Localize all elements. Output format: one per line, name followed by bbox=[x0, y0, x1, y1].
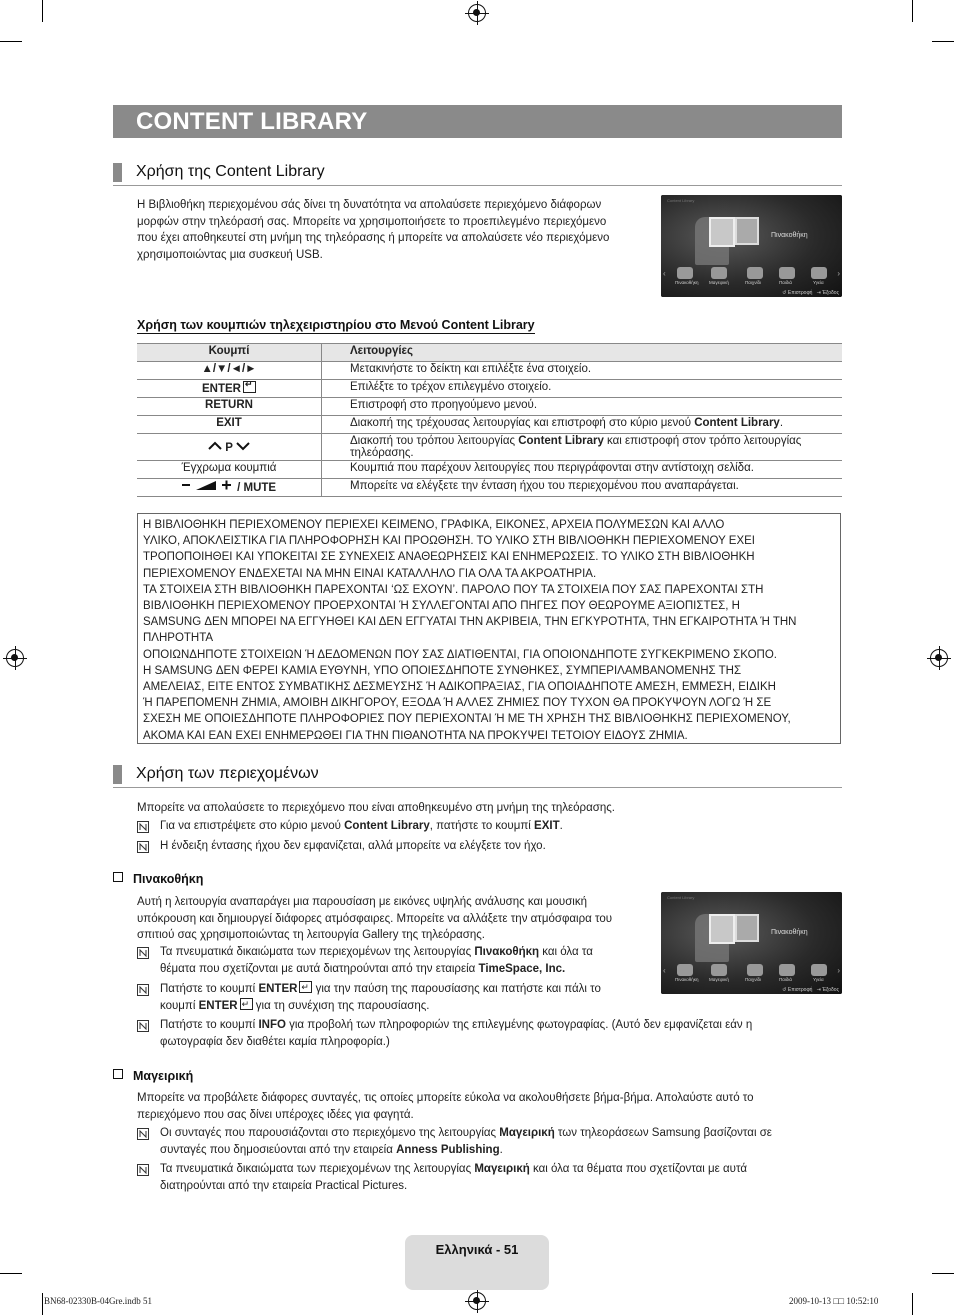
crop-mark bbox=[932, 41, 954, 42]
text-line: μορφών στην τηλεόρασή σας. Μπορείτε να χρησιμοποιήσετε το προεπιλεγμένο περιεχόμενο bbox=[137, 215, 607, 228]
subsection-heading: Μαγειρική bbox=[113, 1069, 193, 1083]
note-icon bbox=[137, 841, 149, 853]
cell-button: ENTER↵ bbox=[137, 380, 322, 398]
note-icon bbox=[137, 947, 149, 959]
note: Τα πνευματικά δικαιώματα των περιεχομένων της λειτουργίας Μαγειρική και όλα τα θέματα που σχετίζονται με αυτά διατηρούνται από την εταιρεία Practical Pictures. bbox=[137, 1161, 837, 1197]
text-line: ΤΡΟΠΟΠΟΙΗΘΕΙ ΚΑΙ ΥΠΟΚΕΙΤΑΙ ΣΕ ΣΥΝΕΧΕΙΣ ΑΝΑΘΕΩΡΗΣΕΙΣ ΚΑΙ ΕΝΗΜΕΡΩΣΕΙΣ. ΤΟ ΥΛΙΚΟ ΣΤΗ ΒΙΒΛΙΟΘΗΚΗ bbox=[143, 551, 755, 564]
print-timestamp: 2009-10-13 □□ 10:52:10 bbox=[789, 1296, 879, 1306]
section-heading bbox=[113, 163, 842, 186]
crop-mark bbox=[0, 41, 22, 42]
picture-frame bbox=[709, 217, 735, 247]
table-row bbox=[137, 479, 842, 497]
note-icon bbox=[137, 821, 149, 833]
volume-icon bbox=[182, 480, 234, 491]
screen-label: Πινακοθήκη bbox=[771, 232, 808, 239]
icon-label: Μαγειρική bbox=[709, 280, 729, 285]
crop-mark bbox=[932, 1273, 954, 1274]
note: Πατήστε το κουμπί INFO για προβολή των πληροφοριών της επιλεγμένης φωτογραφίας. (Αυτό δεν εμφανίζεται εάν η φωτογραφία δεν διαθέτει καμία πληροφορία.) bbox=[137, 1017, 837, 1053]
cooking-description bbox=[137, 1090, 837, 1123]
game-icon bbox=[747, 964, 763, 976]
cell-function: Κουμπιά που παρέχουν λειτουργίες που περιγράφονται στην αντίστοιχη σελίδα. bbox=[322, 461, 843, 479]
section-intro: Μπορείτε να απολαύσετε το περιεχόμενο που είναι αποθηκευμένο στη μνήμη της τηλεόρασης. bbox=[137, 802, 615, 814]
enter-icon bbox=[240, 998, 253, 1010]
cell-button: EXIT bbox=[137, 416, 322, 434]
cooking-icon bbox=[711, 964, 727, 976]
kids-icon bbox=[779, 267, 795, 279]
icon-label: Πινακοθήκη bbox=[675, 280, 699, 285]
page-number-box bbox=[405, 1235, 549, 1290]
screen-footer: ↺ Επιστροφή ⇥ Έξοδος bbox=[782, 987, 839, 993]
gallery-screenshot bbox=[661, 892, 842, 994]
note-icon bbox=[137, 984, 149, 996]
section-title: Χρήση των περιεχομένων bbox=[136, 765, 319, 782]
text-line: Η SAMSUNG ΔΕΝ ΦΕΡΕΙ ΚΑΜΙΑ ΕΥΘΥΝΗ, ΥΠΟ ΟΠΟΙΕΣΔΗΠΟΤΕ ΣΥΝΘΗΚΕΣ, ΣΥΜΠΕΡΙΛΑΜΒΑΝΟΜΕΝΗΣ ΤΗΣ bbox=[143, 664, 742, 677]
icon-label: Παιδιά bbox=[779, 280, 792, 285]
screen-breadcrumb: Content Library bbox=[667, 198, 695, 203]
icon-label: Παιδιά bbox=[779, 977, 792, 982]
disclaimer-box bbox=[137, 513, 841, 744]
table-row bbox=[137, 416, 842, 434]
title-bar bbox=[113, 105, 842, 138]
note: Πατήστε το κουμπί ENTER↵ για την παύση της παρουσίασης και πατήστε και πάλι το κουμπί ENTER↵ για τη συνέχιση της παρουσίασης. bbox=[137, 981, 647, 1017]
cell-function: Μπορείτε να ελέγξετε την ένταση ήχου του περιεχομένου που αναπαράγεται. bbox=[322, 479, 843, 497]
section-title: Χρήση της Content Library bbox=[136, 163, 325, 180]
crop-mark bbox=[912, 0, 913, 22]
text-line: ΠΛΗΡΟΤΗΤΑ bbox=[143, 632, 214, 645]
text-line: Μπορείτε να προβάλετε διάφορες συνταγές, τις οποίες μπορείτε εύκολα να ακολουθήσετε βήμα-βήμα. Απολαύστε αυτό το bbox=[137, 1092, 754, 1104]
text-line: σπιτιού σας χρησιμοποιώντας τη λειτουργία Gallery της τηλεόρασης. bbox=[137, 929, 485, 941]
crop-mark bbox=[42, 1293, 43, 1315]
registration-mark-icon bbox=[468, 4, 486, 22]
text-line: Η Βιβλιοθήκη περιεχομένου σάς δίνει τη δυνατότητα να απολαύσετε περιεχόμενο διάφορων bbox=[137, 199, 602, 211]
health-icon bbox=[811, 267, 827, 279]
text-line: ΑΜΕΛΕΙΑΣ, ΕΙΤΕ ΕΝΤΟΣ ΣΥΜΒΑΤΙΚΗΣ ΔΕΣΜΕΥΣΗΣ Ή ΑΔΙΚΟΠΡΑΞΙΑΣ, ΓΙΑ ΟΠΟΙΑΔΗΠΟΤΕ ΑΜΕΣΗ, ΕΜΜΕΣΗ, ΕΙΔΙΚΗ bbox=[143, 681, 776, 694]
gallery-description bbox=[137, 894, 647, 944]
icon-label: Παιχνίδι bbox=[745, 280, 761, 285]
text-line: ΑΚΟΜΑ ΚΑΙ ΕΑΝ ΕΧΕΙ ΕΝΗΜΕΡΩΘΕΙ ΓΙΑ ΤΗΝ ΠΙΘΑΝΟΤΗΤΑ ΝΑ ΠΡΟΚΥΨΕΙ ΤΕΤΟΙΟΥ ΕΙΔΟΥΣ ΖΗΜΙΑ. bbox=[143, 729, 688, 742]
cell-function: Επιστροφή στο προηγούμενο μενού. bbox=[322, 398, 843, 416]
note-icon bbox=[137, 1164, 149, 1176]
arrow-right-icon: › bbox=[837, 269, 840, 278]
text-line: που έχει αποθηκευτεί στη μνήμη της τηλεόρασης ή μπορείτε να απολαύσετε νέο περιεχόμενο bbox=[137, 232, 610, 244]
picture-frame bbox=[709, 914, 735, 944]
section-marker bbox=[113, 163, 122, 182]
crop-mark bbox=[0, 1273, 22, 1274]
icon-label: Παιχνίδι bbox=[745, 977, 761, 982]
text-line: ΠΕΡΙΕΧΟΜΕΝΟΥ ΕΝΔΕΧΕΤΑΙ ΝΑ ΜΗΝ ΕΙΝΑΙ ΚΑΤΑΛΛΗΛΟ ΓΙΑ ΟΛΑ ΤΑ ΑΚΡΟΑΤΗΡΙΑ. bbox=[143, 567, 597, 580]
table-row bbox=[137, 461, 842, 479]
cell-button: Έγχρωμα κουμπιά bbox=[137, 461, 322, 479]
checkbox-bullet-icon bbox=[113, 872, 123, 882]
text-line: ΤΑ ΣΤΟΙΧΕΙΑ ΣΤΗ ΒΙΒΛΙΟΘΗΚΗ ΠΑΡΕΧΟΝΤΑΙ ‘ΩΣ ΕΧΟΥΝ’. ΠΑΡΟΛΟ ΠΟΥ ΤΑ ΣΤΟΙΧΕΙΑ ΠΟΥ ΣΑΣ ΠΑΡΕΧΟΝΤΑΙ ΣΤΗ bbox=[143, 583, 764, 596]
note: Η ένδειξη έντασης ήχου δεν εμφανίζεται, αλλά μπορείτε να ελέγξετε τον ήχο. bbox=[137, 838, 837, 856]
chevron-up-icon bbox=[208, 441, 222, 451]
cell-function: Διακοπή του τρόπου λειτουργίας Content Library και επιστροφή στον τρόπο λειτουργίας τηλεόρασης. bbox=[322, 434, 843, 461]
cell-function: Μετακινήστε το δείκτη και επιλέξτε ένα στοιχείο. bbox=[322, 362, 843, 380]
registration-mark-icon bbox=[468, 1292, 486, 1310]
text-line: ΥΛΙΚΟ, ΑΠΟΚΛΕΙΣΤΙΚΑ ΓΙΑ ΠΛΗΡΟΦΟΡΗΣΗ ΚΑΙ ΠΡΟΩΘΗΣΗ. ΤΟ ΥΛΙΚΟ ΣΤΗ ΒΙΒΛΙΟΘΗΚΗ ΠΕΡΙΕΧΟΜΕΝΟΥ ΕΧΕΙ bbox=[143, 535, 755, 548]
gallery-icon bbox=[677, 267, 693, 279]
remote-buttons-table bbox=[137, 343, 842, 497]
crop-mark bbox=[912, 1293, 913, 1315]
text-line: ΣΧΕΣΗ ΜΕ ΟΠΟΙΕΣΔΗΠΟΤΕ ΠΛΗΡΟΦΟΡΙΕΣ ΠΟΥ ΠΕΡΙΕΧΟΝΤΑΙ Ή ΜΕ ΤΗ ΧΡΗΣΗ ΤΗΣ ΒΙΒΛΙΟΘΗΚΗΣ ΠΕΡΙΕΧΟΜΕΝΟΥ, bbox=[143, 713, 791, 726]
text-line: SAMSUNG ΔΕΝ ΜΠΟΡΕΙ ΝΑ ΕΓΓΥΗΘΕΙ ΚΑΙ ΔΕΝ ΕΓΓΥΑΤΑΙ ΤΗΝ ΑΚΡΙΒΕΙΑ, ΤΗΝ ΕΓΚΥΡΟΤΗΤΑ, ΤΗΝ ΕΓΚΑΙΡΟΤΗΤΑ Ή ΤΗΝ bbox=[143, 616, 797, 629]
header-button: Κουμπί bbox=[137, 344, 322, 362]
arrow-right-icon: › bbox=[837, 966, 840, 975]
icon-label: Υγεία bbox=[813, 977, 824, 982]
crop-mark bbox=[42, 0, 43, 22]
health-icon bbox=[811, 964, 827, 976]
gallery-icon bbox=[677, 964, 693, 976]
icon-label: Πινακοθήκη bbox=[675, 977, 699, 982]
screen-breadcrumb: Content Library bbox=[667, 895, 695, 900]
text-line: ΟΠΟΙΩΝΔΗΠΟΤΕ ΣΤΟΙΧΕΙΩΝ Ή ΔΕΔΟΜΕΝΩΝ ΠΟΥ ΣΑΣ ΔΙΑΤΙΘΕΝΤΑΙ, ΓΙΑ ΟΠΟΙΟΝΔΗΠΟΤΕ ΣΥΓΚΕΚΡΙΜΕΝΟ ΣΚΟΠΟ. bbox=[143, 648, 777, 661]
content-library-screenshot bbox=[661, 195, 842, 297]
note: Τα πνευματικά δικαιώματα των περιεχομένων της λειτουργίας Πινακοθήκη και όλα τα θέματα που σχετίζονται με αυτά διατηρούνται από την εταιρεία TimeSpace, Inc. bbox=[137, 944, 647, 980]
note-icon bbox=[137, 1020, 149, 1032]
cell-button: / MUTE bbox=[137, 479, 322, 497]
section-heading bbox=[113, 765, 842, 788]
kids-icon bbox=[779, 964, 795, 976]
arrow-left-icon: ‹ bbox=[663, 966, 666, 975]
cell-function: Επιλέξτε το τρέχον επιλεγμένο στοιχείο. bbox=[322, 380, 843, 398]
text-line: περιεχόμενο που σας δίνει υπέροχες ιδέες για φαγητά. bbox=[137, 1108, 414, 1121]
registration-mark-icon bbox=[930, 649, 948, 667]
picture-frame bbox=[735, 914, 759, 942]
page-number: Ελληνικά - 51 bbox=[435, 1242, 519, 1257]
text-line: Ή ΠΑΡΕΠΟΜΕΝΗ ΖΗΜΙΑ, ΑΜΟΙΒΗ ΔΙΚΗΓΟΡΟΥ, ΕΞΟΔΑ Ή ΑΛΛΕΣ ΖΗΜΙΕΣ ΠΟΥ ΤΥΧΟΝ ΘΑ ΠΡΟΚΥΨΟΥΝ ΛΟΓΩ Ή ΣΕ bbox=[143, 697, 772, 710]
table-row bbox=[137, 380, 842, 398]
note: Για να επιστρέψετε στο κύριο μενού Content Library, πατήστε το κουμπί EXIT. bbox=[137, 818, 837, 836]
icon-label: Υγεία bbox=[813, 280, 824, 285]
registration-mark-icon bbox=[6, 649, 24, 667]
text-line: Η ΒΙΒΛΙΟΘΗΚΗ ΠΕΡΙΕΧΟΜΕΝΟΥ ΠΕΡΙΕΧΕΙ ΚΕΙΜΕΝΟ, ΓΡΑΦΙΚΑ, ΕΙΚΟΝΕΣ, ΑΡΧΕΙΑ ΠΟΛΥΜΕΣΩΝ ΚΑΙ ΑΛΛΟ bbox=[143, 519, 725, 531]
table-row bbox=[137, 434, 842, 461]
game-icon bbox=[747, 267, 763, 279]
print-file-info: BN68-02330B-04Gre.indb 51 bbox=[44, 1296, 152, 1306]
note: Οι συνταγές που παρουσιάζονται στο περιεχόμενο της λειτουργίας Μαγειρική των τηλεοράσεων Samsung βασίζονται σε συνταγές που δημοσιεύονται από την εταιρεία Anness Publishing. bbox=[137, 1125, 837, 1161]
section-marker bbox=[113, 765, 122, 784]
cell-button: RETURN bbox=[137, 398, 322, 416]
text-line: ΒΙΒΛΙΟΘΗΚΗ ΠΕΡΙΕΧΟΜΕΝΟΥ ΠΡΟΕΡΧΟΝΤΑΙ Ή ΣΥΛΛΕΓΟΝΤΑΙ ΑΠΟ ΠΗΓΕΣ ΠΟΥ ΘΕΩΡΟΥΜΕ ΑΞΙΟΠΙΣΤΕΣ, Η bbox=[143, 600, 740, 613]
cell-function: Διακοπή της τρέχουσας λειτουργίας και επιστροφή στο κύριο μενού Content Library. bbox=[322, 416, 843, 434]
arrow-left-icon: ‹ bbox=[663, 269, 666, 278]
enter-icon bbox=[243, 381, 256, 393]
screen-footer: ↺ Επιστροφή ⇥ Έξοδος bbox=[782, 290, 839, 296]
icon-label: Μαγειρική bbox=[709, 977, 729, 982]
text-line: υπόκρουση και δημιουργεί διάφορες ατμόσφαιρες. Μπορείτε να αλλάξετε την ατμόσφαιρα του bbox=[137, 912, 613, 925]
text-line: Αυτή η λειτουργία αναπαράγει μια παρουσίαση με εικόνες υψηλής ανάλυσης και μουσική bbox=[137, 896, 587, 908]
text-line: χρησιμοποιώντας μια συσκευή USB. bbox=[137, 248, 323, 261]
enter-icon bbox=[299, 981, 312, 993]
header-function: Λειτουργίες bbox=[322, 344, 843, 362]
subsection-heading: Πινακοθήκη bbox=[113, 872, 203, 886]
cell-button: ▲/▼/◄/► bbox=[137, 362, 322, 380]
table-header bbox=[137, 344, 842, 362]
checkbox-bullet-icon bbox=[113, 1069, 123, 1079]
table-row bbox=[137, 398, 842, 416]
intro-paragraph bbox=[137, 197, 647, 263]
remote-subtitle: Χρήση των κουμπιών τηλεχειριστηρίου στο Μενού Content Library bbox=[137, 318, 535, 332]
page-title: CONTENT LIBRARY bbox=[136, 108, 368, 135]
table-row bbox=[137, 362, 842, 380]
screen-label: Πινακοθήκη bbox=[771, 929, 808, 936]
chevron-down-icon bbox=[236, 441, 250, 451]
cell-button: P bbox=[137, 434, 322, 461]
note-icon bbox=[137, 1128, 149, 1140]
cooking-icon bbox=[711, 267, 727, 279]
picture-frame bbox=[735, 217, 759, 245]
